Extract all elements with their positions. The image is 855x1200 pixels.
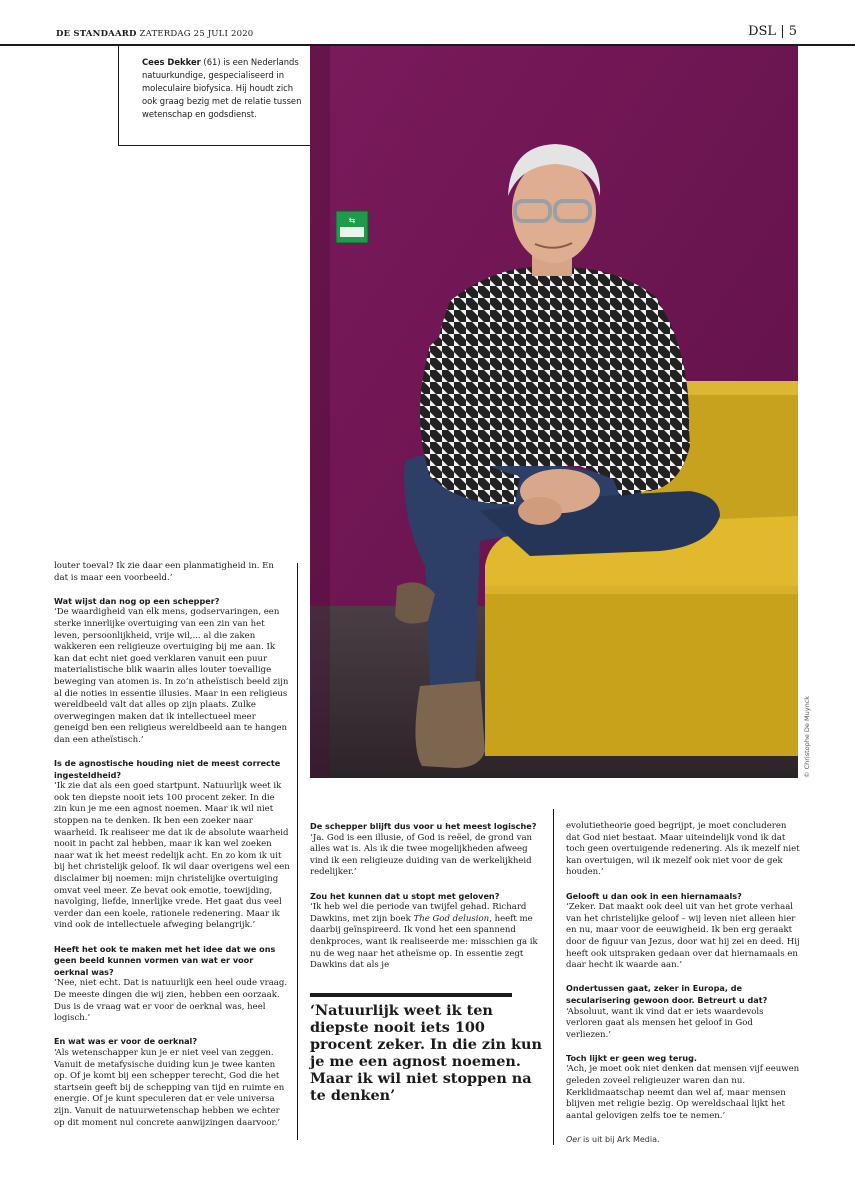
photo-credit <box>799 690 813 780</box>
column-divider <box>553 809 554 1145</box>
question-heading: Wat wijst dan nog op een schepper? <box>54 595 220 606</box>
answer-text: ‘Ik zie dat als een goed startpunt. Natuurlijk weet ik ook ten diepste nooit iets 100 procent zeker. In die zin kun je me een agnost noemen. Maar ik wil niet stoppen na te denken. Ik ben een zoeker naar waarheid. Ik realiseer me dat ik de absolute waarheid nooit in pacht zal hebben, maar ik kan wel zoeken naar wat ik het meest redelijk acht. En zo kom ik uit bij het christelijk geloof. Ik wil daar overigens wel een disclaimer bij noemen: mijn christelijke overtuiging omvat veel meer. Ze bevat ook emotie, toewijding, navolging, liefde, innerlijke vrede. Het gaat dus veel verder dan een koele, rationele redenering. Maar ik vind ook de intellectuele afweging belangrijk.’ <box>54 781 290 931</box>
column-1 <box>54 561 290 1129</box>
photo-credit-text: © Christophe De Muynck <box>803 695 811 778</box>
masthead-right <box>748 24 797 39</box>
pullquote: ‘Natuurlijk weet ik ten diepste nooit iets 100 procent zeker. In die zin kun je me een agnost noemen. Maar ik wil niet stoppen na te denken’ <box>310 1002 542 1104</box>
page-number: 5 <box>788 24 797 39</box>
answer-text-part: ‘Ik heb wel die periode van twijfel gehad. Richard Dawkins, met zijn boek <box>310 902 527 924</box>
bio-text: (61) is een Nederlands natuurkundige, gespecialiseerd in moleculaire biofysica. Hij houdt zich ook graag bezig met de relatie tussen wetenschap en godsdienst. <box>142 57 302 119</box>
question-heading: Is de agnostische houding niet de meest correcte ingesteldheid? <box>54 758 281 780</box>
portrait-photo <box>310 46 798 778</box>
answer-text: ‘Als wetenschapper kun je er niet veel van zeggen. Vanuit de metafysische duiding kun je twee kanten op. Of je komt bij een schepper terecht, God die het startsein geeft bij de schepping van tijd en ruimte en energie. Of je kunt speculeren dat er vele universa zijn. Vanuit de natuurwetenschap hebben we echter op dit moment nul concrete aanwijzingen daarvoor.’ <box>54 1047 285 1128</box>
book-note-text: is uit bij Ark Media. <box>580 1135 660 1145</box>
answer-text: ‘Zeker. Dat maakt ook deel uit van het grote verhaal van het christelijke geloof – wij leven niet alleen hier en nu, maar voor de eeuwigheid. Ik ben erg geraakt door de figuur van Jezus, door wat hij zei en deed. Hij heeft ook uitspraken gedaan over dat hiernamaals en daar hecht ik waarde aan.’ <box>566 902 800 971</box>
answer-text: evolutietheorie goed begrijpt, je moet concluderen dat God niet bestaat. Maar uiteindelijk vond ik dat toch geen overtuigende redenering. Als ik mezelf niet kan overtuigen, wil ik mezelf ook niet voor de gek houden.’ <box>566 821 800 878</box>
answer-text <box>310 902 546 972</box>
question-heading: Gelooft u dan ook in een hiernamaals? <box>566 890 742 901</box>
column-2 <box>310 821 546 972</box>
paper-name: DE STANDAARD <box>56 29 137 39</box>
answer-text: ‘Nee, niet echt. Dat is natuurlijk een heel oude vraag. De meeste dingen die wij zien, hebben een oorzaak. Dus is de vraag wat er voor de oerknal was, heel logisch.’ <box>54 978 288 1024</box>
masthead-left <box>56 29 253 39</box>
answer-text-part: , heeft me daarbij geïnspireerd. Ik vond het een spannend denkproces, want ik realiseerde me: misschien ga ik nu de weg naar het atheïsme op. In essentie zegt Dawkins dat als je <box>310 913 538 971</box>
issue-date: ZATERDAG 25 JULI 2020 <box>139 29 254 39</box>
book-note-title: Oer <box>566 1135 581 1145</box>
answer-text: louter toeval? Ik zie daar een planmatigheid in. En dat is maar een voorbeeld.’ <box>54 561 274 583</box>
answer-text: ‘Ja. God is een illusie, of God is reëel, de grond van alles wat is. Als ik die twee mogelijkheden afweeg vind ik een religieuze duiding van de werkelijkheid redelijker.’ <box>310 832 533 878</box>
answer-text: ‘De waardigheid van elk mens, godservaringen, een sterke innerlijke overtuiging van een zin van het leven, persoonlijkheid, vrije wil,... al die zaken wakkeren een religieuze overtuiging bij me aan. Ik kan dat echt niet goed verklaren vanuit een puur materialistische blik waarin alles louter toevallige beweging van atomen is. In zo’n atheïstisch beeld zijn al die noties in essentie illusies. Maar in een religieus wereldbeeld valt dat alles op zijn plaats. Zulke overwegingen maken dat ik intellectueel meer geneigd ben een religieus wereldbeeld aan te hangen dan een atheïstisch.’ <box>54 607 289 745</box>
question-heading: En wat was er voor de oerknal? <box>54 1036 198 1047</box>
bio-box <box>118 46 310 146</box>
book-note <box>566 1134 800 1146</box>
svg-text:⇆: ⇆ <box>348 216 356 225</box>
answer-text: ‘Ach, je moet ook niet denken dat mensen vijf eeuwen geleden zoveel religieuzer waren dan nu. Kerklidmaatschap neemt dan wel af, maar mensen blijven met religie bezig. Op wereldschaal lijkt het aantal gelovigen zelfs toe te nemen.’ <box>566 1064 800 1121</box>
question-heading: Zou het kunnen dat u stopt met geloven? <box>310 890 500 901</box>
question-heading: Heeft het ook te maken met het idee dat we ons geen beeld kunnen vormen van wat er voor oerknal was? <box>54 943 276 977</box>
question-heading: Toch lijkt er geen weg terug. <box>566 1052 697 1063</box>
question-heading: Ondertussen gaat, zeker in Europa, de secularisering gewoon door. Betreurt u dat? <box>566 983 768 1005</box>
page-separator: | <box>780 24 785 39</box>
bio-name: Cees Dekker <box>142 57 201 67</box>
question-heading: De schepper blijft dus voor u het meest logische? <box>310 821 537 831</box>
book-title: The God delusion <box>413 913 490 924</box>
column-divider <box>297 563 298 1140</box>
exit-sign-icon <box>336 211 368 243</box>
column-3 <box>566 821 800 1146</box>
section-name: DSL <box>748 24 777 39</box>
answer-text: ‘Absoluut, want ik vind dat er iets waardevols verloren gaat als mensen het geloof in God verliezen.’ <box>566 1006 764 1040</box>
pullquote-rule <box>310 993 512 997</box>
